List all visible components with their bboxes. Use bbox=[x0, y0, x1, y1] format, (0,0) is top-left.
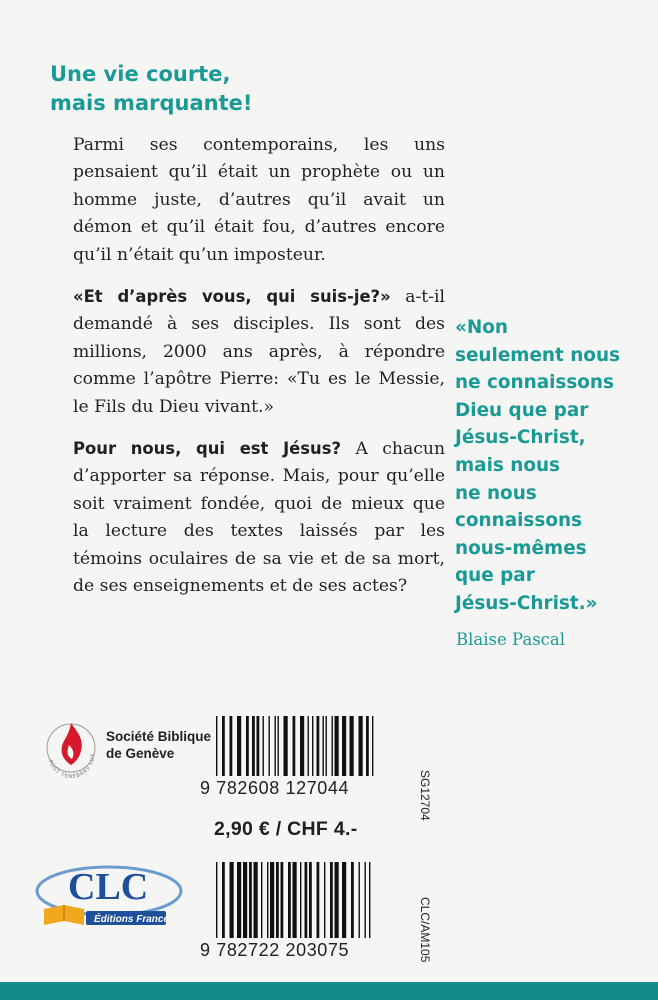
sbg-name-line-2: de Genève bbox=[106, 745, 175, 761]
barcode-bar bbox=[309, 862, 312, 938]
quote-line: Jésus-Christ, bbox=[455, 427, 586, 449]
barcode-bar bbox=[293, 716, 296, 776]
barcode-bar bbox=[366, 716, 369, 776]
quote-line: que par bbox=[455, 565, 535, 587]
barcode-bar bbox=[323, 716, 324, 776]
barcode-bar bbox=[326, 716, 327, 776]
quote-line: connaissons bbox=[455, 510, 583, 532]
barcode-bar bbox=[330, 862, 333, 938]
quote-line: seulement nous bbox=[455, 344, 620, 366]
quote-author: Blaise Pascal bbox=[456, 630, 566, 649]
barcode-bar bbox=[308, 716, 309, 776]
barcode-bar bbox=[300, 716, 304, 776]
barcode-bar bbox=[270, 862, 274, 938]
quote-line: «Non bbox=[455, 317, 508, 338]
barcode-1 bbox=[214, 716, 410, 776]
quote-line: Dieu que par bbox=[455, 399, 589, 421]
barcode-bar bbox=[254, 862, 258, 938]
sbg-name bbox=[106, 729, 211, 762]
barcode-bar bbox=[275, 716, 276, 776]
paragraph-3-rest: A chacun d’apporter sa réponse. Mais, pour qu’elle soit vraiment fondée, quoi de mieux que la lecture des textes laissés par les témoins oculaires de sa vie et de sa mort, de ses enseignements et de ses actes? bbox=[73, 439, 446, 597]
barcode-bar bbox=[342, 716, 346, 776]
barcode-bar bbox=[252, 716, 255, 776]
barcode-bar bbox=[350, 716, 354, 776]
barcode-bar bbox=[317, 716, 320, 776]
barcode-bar bbox=[335, 716, 339, 776]
barcode-bar bbox=[216, 716, 217, 776]
quote-line: Jésus-Christ.» bbox=[455, 592, 598, 614]
heading-line-1: Une vie courte, bbox=[50, 62, 231, 86]
barcode-bar bbox=[261, 862, 262, 938]
barcode-bar bbox=[216, 862, 217, 938]
barcode-bar bbox=[359, 716, 363, 776]
barcode-bar bbox=[288, 862, 291, 938]
quote-line: mais nous bbox=[455, 454, 560, 476]
quote-line: nous-mêmes bbox=[455, 537, 587, 559]
barcode-bar bbox=[372, 716, 373, 776]
barcode-bar bbox=[249, 862, 252, 938]
barcode-2-bars bbox=[216, 862, 370, 938]
paragraph-3 bbox=[73, 435, 445, 600]
barcode-bar bbox=[293, 862, 297, 938]
flame-icon bbox=[38, 715, 104, 781]
body-text bbox=[73, 132, 445, 615]
barcode-bar bbox=[278, 716, 279, 776]
barcode-bar bbox=[243, 862, 247, 938]
barcode-bar bbox=[335, 862, 339, 938]
barcode-bar bbox=[263, 716, 264, 776]
bottom-color-band bbox=[0, 982, 658, 1000]
paragraph-2-rest: a-t-il demandé à ses disciples. Ils sont des millions, 2000 ans après, à répondre comme l’apôtre Pierre: «Tu es le Messie, le Fils du Dieu vivant.» bbox=[73, 287, 445, 417]
barcode-bar bbox=[359, 862, 360, 938]
clc-name: CLC bbox=[68, 866, 149, 908]
sbg-motto: POST TENEBRAS LUX bbox=[46, 752, 97, 781]
barcode-bar bbox=[305, 862, 308, 938]
barcode-bar bbox=[369, 862, 370, 938]
clc-book-icon bbox=[34, 855, 184, 935]
price-label: 2,90 € / CHF 4.- bbox=[214, 818, 358, 840]
quote-line: ne nous bbox=[455, 482, 537, 504]
barcode-bar bbox=[246, 716, 249, 776]
barcode-bar bbox=[300, 862, 301, 938]
barcode-bar bbox=[237, 716, 241, 776]
barcode-bar bbox=[222, 862, 225, 938]
barcode-2 bbox=[214, 862, 410, 938]
barcode-bar bbox=[230, 862, 234, 938]
barcode-bar bbox=[284, 716, 288, 776]
barcode-bar bbox=[342, 862, 346, 938]
barcode-bar bbox=[317, 862, 320, 938]
barcode-bar bbox=[324, 862, 325, 938]
barcode-2-number: 9 782722 203075 bbox=[200, 940, 350, 960]
barcode-bar bbox=[351, 862, 354, 938]
barcode-bar bbox=[332, 716, 333, 776]
barcode-bar bbox=[365, 862, 366, 938]
barcode-bar bbox=[269, 716, 270, 776]
barcode-bar bbox=[312, 716, 313, 776]
barcode-bar bbox=[276, 862, 279, 938]
sbg-name-line-1: Société Biblique bbox=[106, 729, 212, 744]
barcode-1-bars bbox=[216, 716, 373, 776]
heading-line-2: mais marquante! bbox=[50, 91, 253, 115]
clc-logo bbox=[34, 855, 184, 935]
clc-subtitle: Éditions France bbox=[94, 914, 170, 925]
barcode-bar bbox=[230, 716, 233, 776]
barcode-bar bbox=[267, 862, 268, 938]
barcode-bar bbox=[237, 862, 241, 938]
barcode-2-side-code: CLC/AM105 bbox=[418, 897, 432, 963]
barcode-bar bbox=[281, 862, 284, 938]
sbg-logo bbox=[38, 715, 218, 785]
barcode-1-side-code: SG12704 bbox=[418, 770, 432, 821]
paragraph-3-lead: Pour nous, qui est Jésus? bbox=[73, 439, 341, 459]
quote-line: ne connaissons bbox=[455, 372, 614, 394]
paragraph-2 bbox=[73, 283, 445, 421]
section-heading bbox=[50, 60, 252, 118]
barcode-bar bbox=[257, 716, 260, 776]
barcode-1-number: 9 782608 127044 bbox=[200, 778, 350, 798]
barcode-bar bbox=[222, 716, 225, 776]
paragraph-1: Parmi ses contemporains, les uns pensaient qu’il était un prophète ou un homme juste, d’autres qu’il avait un démon et qu’il était fou, d’autres encore qu’il n’était qu’un imposteur. bbox=[73, 135, 445, 265]
paragraph-2-lead: «Et d’après vous, qui suis-je?» bbox=[73, 287, 391, 307]
pull-quote bbox=[455, 314, 650, 618]
